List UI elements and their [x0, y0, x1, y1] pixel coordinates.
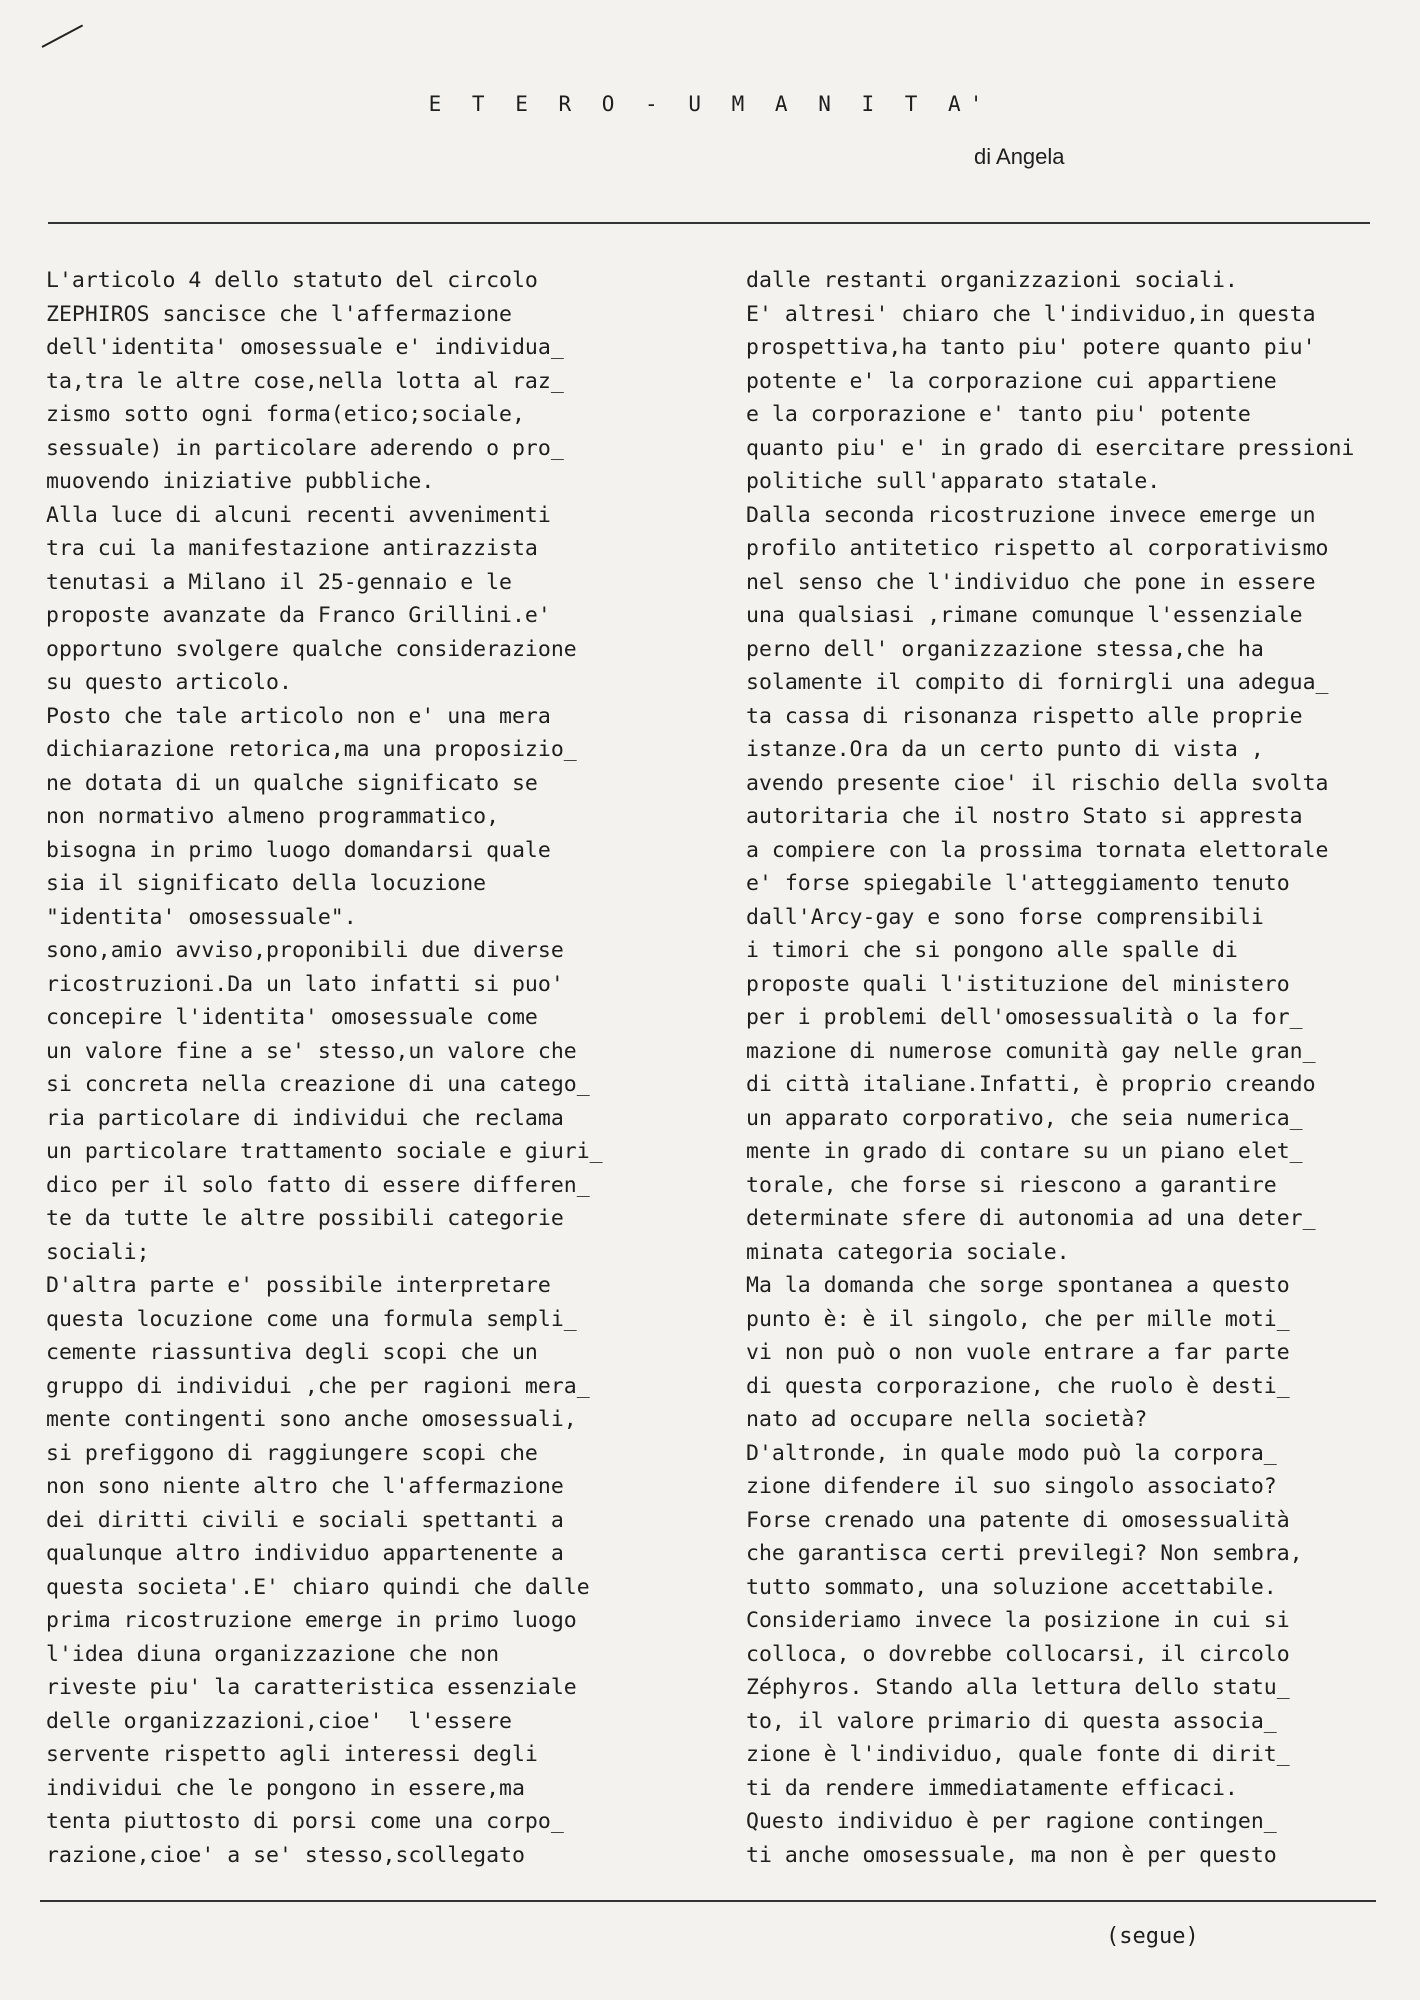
pen-mark: [42, 25, 84, 48]
text-line: a compiere con la prossima tornata elettorale: [746, 837, 1329, 863]
text-line: autoritaria che il nostro Stato si appresta: [746, 804, 1303, 829]
text-line: avendo presente cioe' il rischio della svolta: [746, 770, 1329, 796]
text-line: ti da rendere immediatamente efficaci.: [746, 1775, 1238, 1801]
article-author: di Angela: [974, 144, 1065, 169]
text-line: dico per il solo fatto di essere differen_: [46, 1172, 590, 1198]
text-line: zione difendere il suo singolo associato?: [746, 1474, 1277, 1499]
text-line: Questo individuo è per ragione contingen_: [746, 1809, 1277, 1834]
left-text-column: [46, 264, 686, 1872]
text-line: opportuno svolgere qualche considerazione: [46, 636, 577, 662]
text-line: tutto sommato, una soluzione accettabile.: [746, 1574, 1277, 1600]
text-line: proposte quali l'istituzione del ministero: [746, 971, 1290, 997]
text-line: di questa corporazione, che ruolo è desti_: [746, 1373, 1290, 1399]
text-line: razione,cioe' a se' stesso,scollegato: [46, 1842, 525, 1868]
text-line: tenta piuttosto di porsi come una corpo_: [46, 1809, 564, 1834]
text-line: ZEPHIROS sancisce che l'affermazione: [46, 301, 512, 327]
text-line: servente rispetto agli interessi degli: [46, 1742, 538, 1767]
text-line: su questo articolo.: [46, 670, 292, 695]
text-line: D'altra parte e' possibile interpretare: [46, 1273, 551, 1298]
text-line: qualunque altro individuo appartenente a: [46, 1541, 564, 1566]
text-line: ricostruzioni.Da un lato infatti si puo': [46, 971, 564, 997]
text-line: individui che le pongono in essere,ma: [46, 1775, 525, 1801]
continued-note: (segue): [1106, 1924, 1199, 1949]
text-line: colloca, o dovrebbe collocarsi, il circolo: [746, 1641, 1290, 1667]
text-line: un valore fine a se' stesso,un valore che: [46, 1038, 577, 1064]
text-line: nato ad occupare nella società?: [746, 1407, 1148, 1432]
text-line: minata categoria sociale.: [746, 1239, 1070, 1265]
text-line: un apparato corporativo, che seia numerica_: [746, 1105, 1303, 1131]
text-line: Posto che tale articolo non e' una mera: [46, 703, 551, 729]
text-line: delle organizzazioni,cioe' l'essere: [46, 1708, 512, 1734]
text-line: l'idea diuna organizzazione che non: [46, 1641, 500, 1667]
text-line: ne dotata di un qualche significato se: [46, 770, 538, 796]
text-line: punto è: è il singolo, che per mille moti_: [746, 1306, 1290, 1332]
text-line: quanto piu' e' in grado di esercitare pressioni: [746, 435, 1355, 461]
text-line: ta cassa di risonanza rispetto alle proprie: [746, 703, 1303, 729]
text-line: ti anche omosessuale, ma non è per questo: [746, 1842, 1277, 1868]
text-line: dichiarazione retorica,ma una proposizio_: [46, 737, 577, 762]
text-line: ria particolare di individui che reclama: [46, 1105, 564, 1131]
text-line: sono,amio avviso,proponibili due diverse: [46, 938, 564, 963]
text-line: determinate sfere di autonomia ad una deter_: [746, 1206, 1316, 1231]
text-line: muovendo iniziative pubbliche.: [46, 469, 435, 494]
text-line: Zéphyros. Stando alla lettura dello statu_: [746, 1675, 1290, 1700]
text-line: vi non può o non vuole entrare a far parte: [746, 1340, 1290, 1365]
text-line: sessuale) in particolare aderendo o pro_: [46, 435, 564, 461]
text-line: e' forse spiegabile l'atteggiamento tenuto: [746, 871, 1290, 896]
text-line: dell'identita' omosessuale e' individua_: [46, 335, 564, 360]
text-line: si prefiggono di raggiungere scopi che: [46, 1440, 538, 1466]
text-line: proposte avanzate da Franco Grillini.e': [46, 603, 551, 628]
text-line: i timori che si pongono alle spalle di: [746, 938, 1238, 963]
text-line: Alla luce di alcuni recenti avvenimenti: [46, 502, 551, 528]
text-line: cemente riassuntiva degli scopi che un: [46, 1340, 538, 1365]
text-line: politiche sull'apparato statale.: [746, 469, 1161, 494]
text-line: bisogna in primo luogo domandarsi quale: [46, 837, 551, 863]
text-line: dall'Arcy-gay e sono forse comprensibili: [746, 904, 1264, 930]
text-line: mazione di numerose comunità gay nelle gran_: [746, 1038, 1316, 1064]
right-text-column: [746, 264, 1411, 1872]
text-line: una qualsiasi ,rimane comunque l'essenziale: [746, 603, 1303, 628]
text-line: istanze.Ora da un certo punto di vista ,: [746, 737, 1264, 762]
text-line: nel senso che l'individuo che pone in essere: [746, 569, 1316, 595]
text-line: prospettiva,ha tanto piu' potere quanto piu': [746, 335, 1316, 360]
text-line: to, il valore primario di questa associa_: [746, 1708, 1277, 1734]
text-line: tenutasi a Milano il 25-gennaio e le: [46, 569, 512, 595]
bottom-divider: [40, 1900, 1376, 1902]
text-line: per i problemi dell'omosessualità o la for_: [746, 1005, 1303, 1030]
text-line: Ma la domanda che sorge spontanea a questo: [746, 1273, 1290, 1298]
text-line: sociali;: [46, 1239, 150, 1265]
text-line: un particolare trattamento sociale e giuri_: [46, 1139, 603, 1164]
text-line: non normativo almeno programmatico,: [46, 804, 500, 829]
text-line: prima ricostruzione emerge in primo luogo: [46, 1608, 577, 1633]
text-line: riveste piu' la caratteristica essenziale: [46, 1675, 577, 1700]
text-line: si concreta nella creazione di una catego_: [46, 1072, 590, 1097]
text-line: mente contingenti sono anche omosessuali,: [46, 1407, 577, 1432]
text-line: concepire l'identita' omosessuale come: [46, 1005, 538, 1030]
text-line: perno dell' organizzazione stessa,che ha: [746, 636, 1264, 662]
text-line: mente in grado di contare su un piano elet_: [746, 1139, 1303, 1164]
text-line: L'articolo 4 dello statuto del circolo: [46, 268, 538, 293]
text-line: profilo antitetico rispetto al corporativismo: [746, 536, 1329, 561]
text-line: D'altronde, in quale modo può la corpora_: [746, 1440, 1277, 1466]
text-line: non sono niente altro che l'affermazione: [46, 1474, 564, 1499]
text-line: E' altresi' chiaro che l'individuo,in questa: [746, 301, 1316, 327]
text-line: zione è l'individuo, quale fonte di dirit_: [746, 1742, 1290, 1767]
text-line: di città italiane.Infatti, è proprio creando: [746, 1072, 1316, 1097]
text-line: tra cui la manifestazione antirazzista: [46, 536, 538, 561]
text-line: dalle restanti organizzazioni sociali.: [746, 268, 1238, 293]
text-line: te da tutte le altre possibili categorie: [46, 1206, 564, 1231]
text-line: Forse crenado una patente di omosessualità: [746, 1507, 1290, 1533]
text-line: torale, che forse si riescono a garantire: [746, 1172, 1277, 1198]
text-line: dei diritti civili e sociali spettanti a: [46, 1507, 564, 1533]
top-divider: [48, 222, 1370, 224]
text-line: zismo sotto ogni forma(etico;sociale,: [46, 402, 525, 427]
text-line: Dalla seconda ricostruzione invece emerge un: [746, 502, 1316, 528]
text-line: questa societa'.E' chiaro quindi che dalle: [46, 1574, 590, 1600]
text-line: questa locuzione come una formula sempli_: [46, 1306, 577, 1332]
text-line: ta,tra le altre cose,nella lotta al raz_: [46, 368, 564, 394]
text-line: e la corporazione e' tanto piu' potente: [746, 402, 1251, 427]
text-line: "identita' omosessuale".: [46, 904, 357, 930]
text-line: gruppo di individui ,che per ragioni mera_: [46, 1373, 590, 1399]
text-line: sia il significato della locuzione: [46, 871, 487, 896]
article-title: E T E R O - U M A N I T A': [428, 92, 992, 116]
text-line: che garantisca certi previlegi? Non sembra,: [746, 1541, 1303, 1566]
text-line: solamente il compito di fornirgli una adegua_: [746, 670, 1329, 695]
text-line: Consideriamo invece la posizione in cui si: [746, 1608, 1290, 1633]
text-line: potente e' la corporazione cui appartiene: [746, 368, 1277, 394]
